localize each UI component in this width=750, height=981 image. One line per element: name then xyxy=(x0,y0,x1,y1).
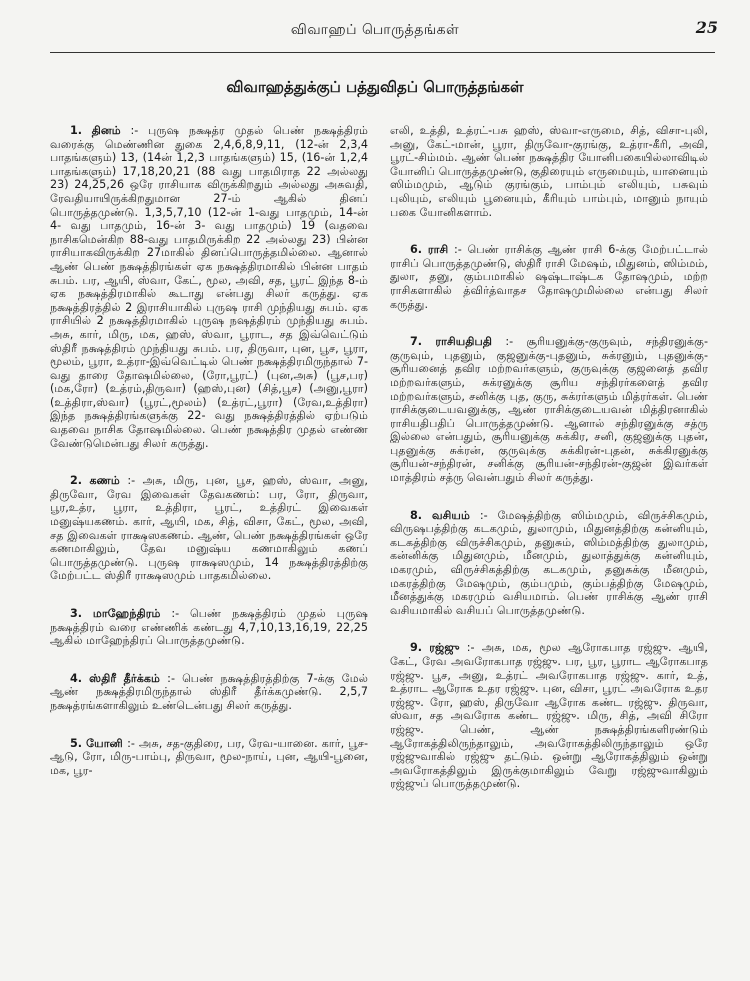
section-vasiyam xyxy=(390,509,708,618)
section-rasi xyxy=(390,243,708,311)
section-body: :- அசு, மக, மூல ஆரோகபாத ரஜ்ஜு. ஆயி, கேட், ரேவ அவரோகபாத ரஜ்ஜு. பர, பூர, பூராட ஆரோகபாத ரஜ்ஜு. பூச, அனு, உத்ரட் அவரோகபாத ரஜ்ஜு. கார், உத், உத்ராட ஆரோக உதர ரஜ்ஜு. புன, விசா, பூரட் அவரோக உதர ரஜ்ஜு. ரோ, ஹஸ், திருவோ ஆரோக கண்ட ரஜ்ஜு. திருவா, ஸ்வா, சத அவரோக கண்ட ரஜ்ஜு. மிரு, சித், அவி சிரோ ரஜ்ஜு. பெண், ஆண் நக்ஷத்திரங்களிரண்டும் ஆரோகத்திலிருந்தாலும், அவரோகத்திலிருந்தாலும் ஒரே ரஜ்ஜுவாகில் ரஜ்ஜு தட்டும். ஒன்று ஆரோகத்திலும் ஒன்று அவரோகத்திலும் இருக்குமாகிலும் வேறு ரஜ்ஜுவாகிலும் ரஜ்ஜுப் பொருத்தமுண்டு. xyxy=(390,641,708,791)
section-body: :- சூரியனுக்கு-குருவும், சந்திரனுக்கு-குருவும், புதனும், குஜனுக்கு-புதனும், சுக்ரனும், புதனுக்கு-சூரியனைத் தவிர மற்றவர்களும், குருவுக்கு குஜனைத் தவிர மற்றவர்களும், சுக்ரனுக்கு சூரிய சந்திரர்களைத் தவிர மற்றவர்களும், சனிக்கு புத, குரு, சுக்ரர்களும் மித்ரர்கள். பெண் ராசிக்குடையவனுக்கு, ஆண் ராசிக்குடையவன் மித்திரனாகில் ராசியதிபதிப் பொருத்தமுண்டு. ஆனால் சந்திரனுக்கு சத்ரு இல்லை என்பதும், சூரியனுக்கு சுக்கிர, சனி, குஜனுக்கு புதன், புதனுக்கு சுக்ரன், குருவுக்கு சுக்கிரன்-புதன், சுக்கிரனுக்கு சூரியன்-சந்திரன், சனிக்கு சூரியன்-சந்திரன்-குஜன் இவர்கள் மாத்திரம் சத்ரு வென்பதும் சிலர் கருத்து. xyxy=(390,335,708,485)
section-heading: வசியம் xyxy=(431,508,471,522)
section-paragraph xyxy=(390,509,708,618)
right-column xyxy=(390,124,708,815)
section-heading: ராசியதிபதி xyxy=(435,335,492,349)
section-paragraph xyxy=(390,335,708,485)
section-heading: ஸ்திரீ தீர்க்கம் xyxy=(89,671,161,685)
section-heading: கணம் xyxy=(89,474,120,488)
section-body: எலி, உத்தி, உத்ரட்-பசு ஹஸ், ஸ்வா-எருமை, சித், விசா-புலி, அனு, கேட்-மான், பூரா, திருவோ-குரங்கு, உத்ரா-கீரி, அவி, பூரட்-சிம்மம். ஆண் பெண் நக்ஷத்திர யோனிபகையில்லாவிடில் யோனிப் பொருத்தமுண்டு, குதிரையும் எருமையும், யானையும் ஸிம்மமும், ஆடும் குரங்கும், பாம்பும் எலியும், பசுவும் புலியும், எலியும் பூனையும், கீரியும் பாம்பும், மானும் நாயும் பகை யோனிகளாம். xyxy=(390,124,708,219)
section-yoni-continued xyxy=(390,124,708,219)
section-heading: ரஜ்ஜு xyxy=(429,641,460,655)
section-mahendram xyxy=(50,607,368,648)
section-number: 3. xyxy=(70,607,83,620)
section-body: :- பெண் ராசிக்கு ஆண் ராசி 6-க்கு மேற்பட்டால் ராசிப் பொருத்தமுண்டு, ஸ்திரீ ராசி மேஷம், மிதுனம், ஸிம்மம், துலா, தனு, கும்பமாகில் ஷஷ்டாஷ்டக தோஷமும், மற்ற ராசிகளாகில் த்விர்த்வாதச தோஷமுமில்லை என்பது சிலர் கருத்து. xyxy=(390,243,709,311)
section-paragraph xyxy=(50,737,368,778)
section-body: :- அசு, சத-குதிரை, பர, ரேவ-யானை. கார், பூச-ஆடு, ரோ, மிரு-பாம்பு, திருவா, மூல-நாய், புன, ஆயி-பூனை, மக, பூர- xyxy=(50,736,368,777)
section-number: 5. xyxy=(70,736,83,750)
page-title: விவாஹத்துக்குப் பத்துவிதப் பொருத்தங்கள் xyxy=(226,78,524,96)
section-paragraph xyxy=(390,641,708,791)
header-rule xyxy=(50,52,715,53)
section-number: 9. xyxy=(410,641,423,655)
section-stree-deergam xyxy=(50,672,368,713)
section-rajju xyxy=(390,641,708,791)
section-heading: தினம் xyxy=(91,124,121,137)
section-ganam xyxy=(50,474,368,583)
section-body: :- புருஷ நக்ஷத்ர முதல் பெண் நக்ஷத்திரம் வரைக்கு மெண்ணின துகை 2,4,6,8,9,11, (12-ன் 2,3,4 பாதங்களும்) 13, (14ன் 1,2,3 பாதங்களும்) 15, (16-ன் 1,2,4 பாதங்களும்) 17,18,20,21 (88 வது பாதமிராத 22 அல்லது 23) 24,25,26 ஒரே ராசியாக விருக்கிறதும் அல்லது அசுவதி, ரேவதியாயிருக்கிறதுமான 27-ம் ஆகில் தினப் பொருத்தமுண்டு. 1,3,5,7,10 (12-ன் 1-வது பாதமும், 14-ன் 4- வது பாதமும், 16-ன் 3- வது பாதமும்) 19 (வதவை நாசிகமென்கிற 88-வது பாதமிருக்கிற 22 அல்லது 23) பின்ன ராசியாகவிருக்கிற 27மாகில் தினப்பொருத்தமில்லை. ஆனால் ஆண் பெண் நக்ஷத்திரங்கள் ஏக நக்ஷத்திரமாகில் பின்ன பாதம் சுபம். பர, ஆயி, ஸ்வா, கேட், மூல, அவி, சத, பூரட் இந்த 8-ம் ஏக நக்ஷத்திரமாகில் கூடாது என்பது சிலர் கருத்து. ஏக நக்ஷத்திரத்தில் 2 இராசியாகில் புருஷ ராசி முந்தியது சுபம். ஏக ராசியில் 2 நக்ஷத்திரமாகில் புருஷ நஷத்திரம் முந்தியது சுபம். அசு, கார், மிரு, மக, ஹஸ், ஸ்வா, பூராட, சத இவ்வெட்டும் ஸ்திரீ நக்ஷத்திரம் முந்தியது சுபம். பர, திருவா, புன, பூச, பூரா, மூலம், பூரா, உத்ரா-இவ்வெட்டில் பெண் நக்ஷத்திரமிருந்தால் 7-வது தாரை தோஷமில்லை, (ரோ,பூரட்) (புன,அசு) (பூச,பர) (மக,ரோ) (உத்ரம்,திருவா) (ஹஸ்,புன) (சித்,பூச) (அனு,பூரா) (உத்திரா,ஸ்வா) (பூரட்,மூலம்) (உத்ரட்,பூரா) (ரேவ,உத்திரா) இந்த நக்ஷத்திரங்களுக்கு 22- வது நக்ஷத்திரத்தில் ஏற்படும் வதவை நாசிக தோஷமில்லை. பெண் நக்ஷத்திர முதல் எண்ண வேண்டுமென்பது சிலர் கருத்து. xyxy=(50,124,368,450)
section-dinam xyxy=(50,124,368,450)
section-number: 8. xyxy=(410,508,423,522)
section-paragraph xyxy=(390,124,708,219)
section-number: 2. xyxy=(70,474,83,488)
left-column xyxy=(50,124,368,801)
section-heading: மாஹேந்திரம் xyxy=(92,607,161,620)
section-rasi-adhipathi xyxy=(390,335,708,485)
running-head: விவாஹப் பொருத்தங்கள் xyxy=(290,22,460,38)
section-number: 6. xyxy=(410,243,423,257)
section-yoni xyxy=(50,737,368,778)
section-number: 1. xyxy=(70,124,83,137)
section-paragraph xyxy=(390,243,708,311)
section-number: 4. xyxy=(70,671,83,685)
section-heading: ராசி xyxy=(427,243,449,257)
section-body: :- பெண் நக்ஷத்திரத்திற்கு 7-க்கு மேல் ஆண் நக்ஷத்திரமிருந்தால் ஸ்திரீ தீர்க்கமுண்டு. 2,5,7 நக்ஷத்ரங்களாகிலும் உண்டென்பது சிலர் கருத்து. xyxy=(50,671,369,712)
section-paragraph xyxy=(50,474,368,583)
section-number: 7. xyxy=(410,335,423,349)
section-body: :- பெண் நக்ஷத்திரம் முதல் புருஷ நக்ஷத்திரம் வரை எண்ணிக் கண்டது 4,7,10,13,16,19, 22,25 ஆகில் மாஹேந்திரப் பொருத்தமுண்டு. xyxy=(50,607,368,648)
page-number: 25 xyxy=(695,18,718,37)
section-body: :- மேஷத்திற்கு ஸிம்மமும், விருச்சிகமும், விருஷபத்திற்கு கடகமும், துலாமும், மிதுனத்திற்கு கன்னியும், கடகத்திற்கு விருச்சிகமும், தனுசும், ஸிம்மத்திற்கு துலாமும், கன்னிக்கு மிதுனமும், மீனமும், துலாத்துக்கு கன்னியும், மகரமும், விருச்சிகத்திற்கு கடகமும், தனுசுக்கு மீனமும், மகரத்திற்கு மேஷமும், கும்பமும், கும்பத்திற்கு மேஷமும், மீனத்துக்கு மகரமும் வசியமாம். பெண் ராசிக்கு ஆண் ராசி வசியமாகில் வசியப் பொருத்தமுண்டு. xyxy=(390,508,708,617)
section-heading: யோனி xyxy=(86,736,123,750)
section-paragraph xyxy=(50,607,368,648)
section-paragraph xyxy=(50,124,368,450)
section-body: :- அசு, மிரு, புன, பூச, ஹஸ், ஸ்வா, அனு, திருவோ, ரேவ இவைகள் தேவகணம்: பர, ரோ, திருவா, பூர,உத்ர, பூரா, உத்திரா, பூரட், உத்திரட் இவைகள் மனுஷ்யகணம். கார், ஆயி, மக, சித், விசா, கேட், மூல, அவி, சத இவைகள் ராக்ஷஸகணம். ஆண், பெண் நக்ஷத்திரங்கள் ஒரே கணமாகிலும், தேவ மனுஷ்ய கணமாகிலும் கணப் பொருத்தமுண்டு. புருஷ ராக்ஷஸமும், 14 நக்ஷத்திரத்திற்கு மேற்பட்ட ஸ்திரீ ராக்ஷஸமும் பாதகமில்லை. xyxy=(50,474,368,583)
section-paragraph xyxy=(50,672,368,713)
